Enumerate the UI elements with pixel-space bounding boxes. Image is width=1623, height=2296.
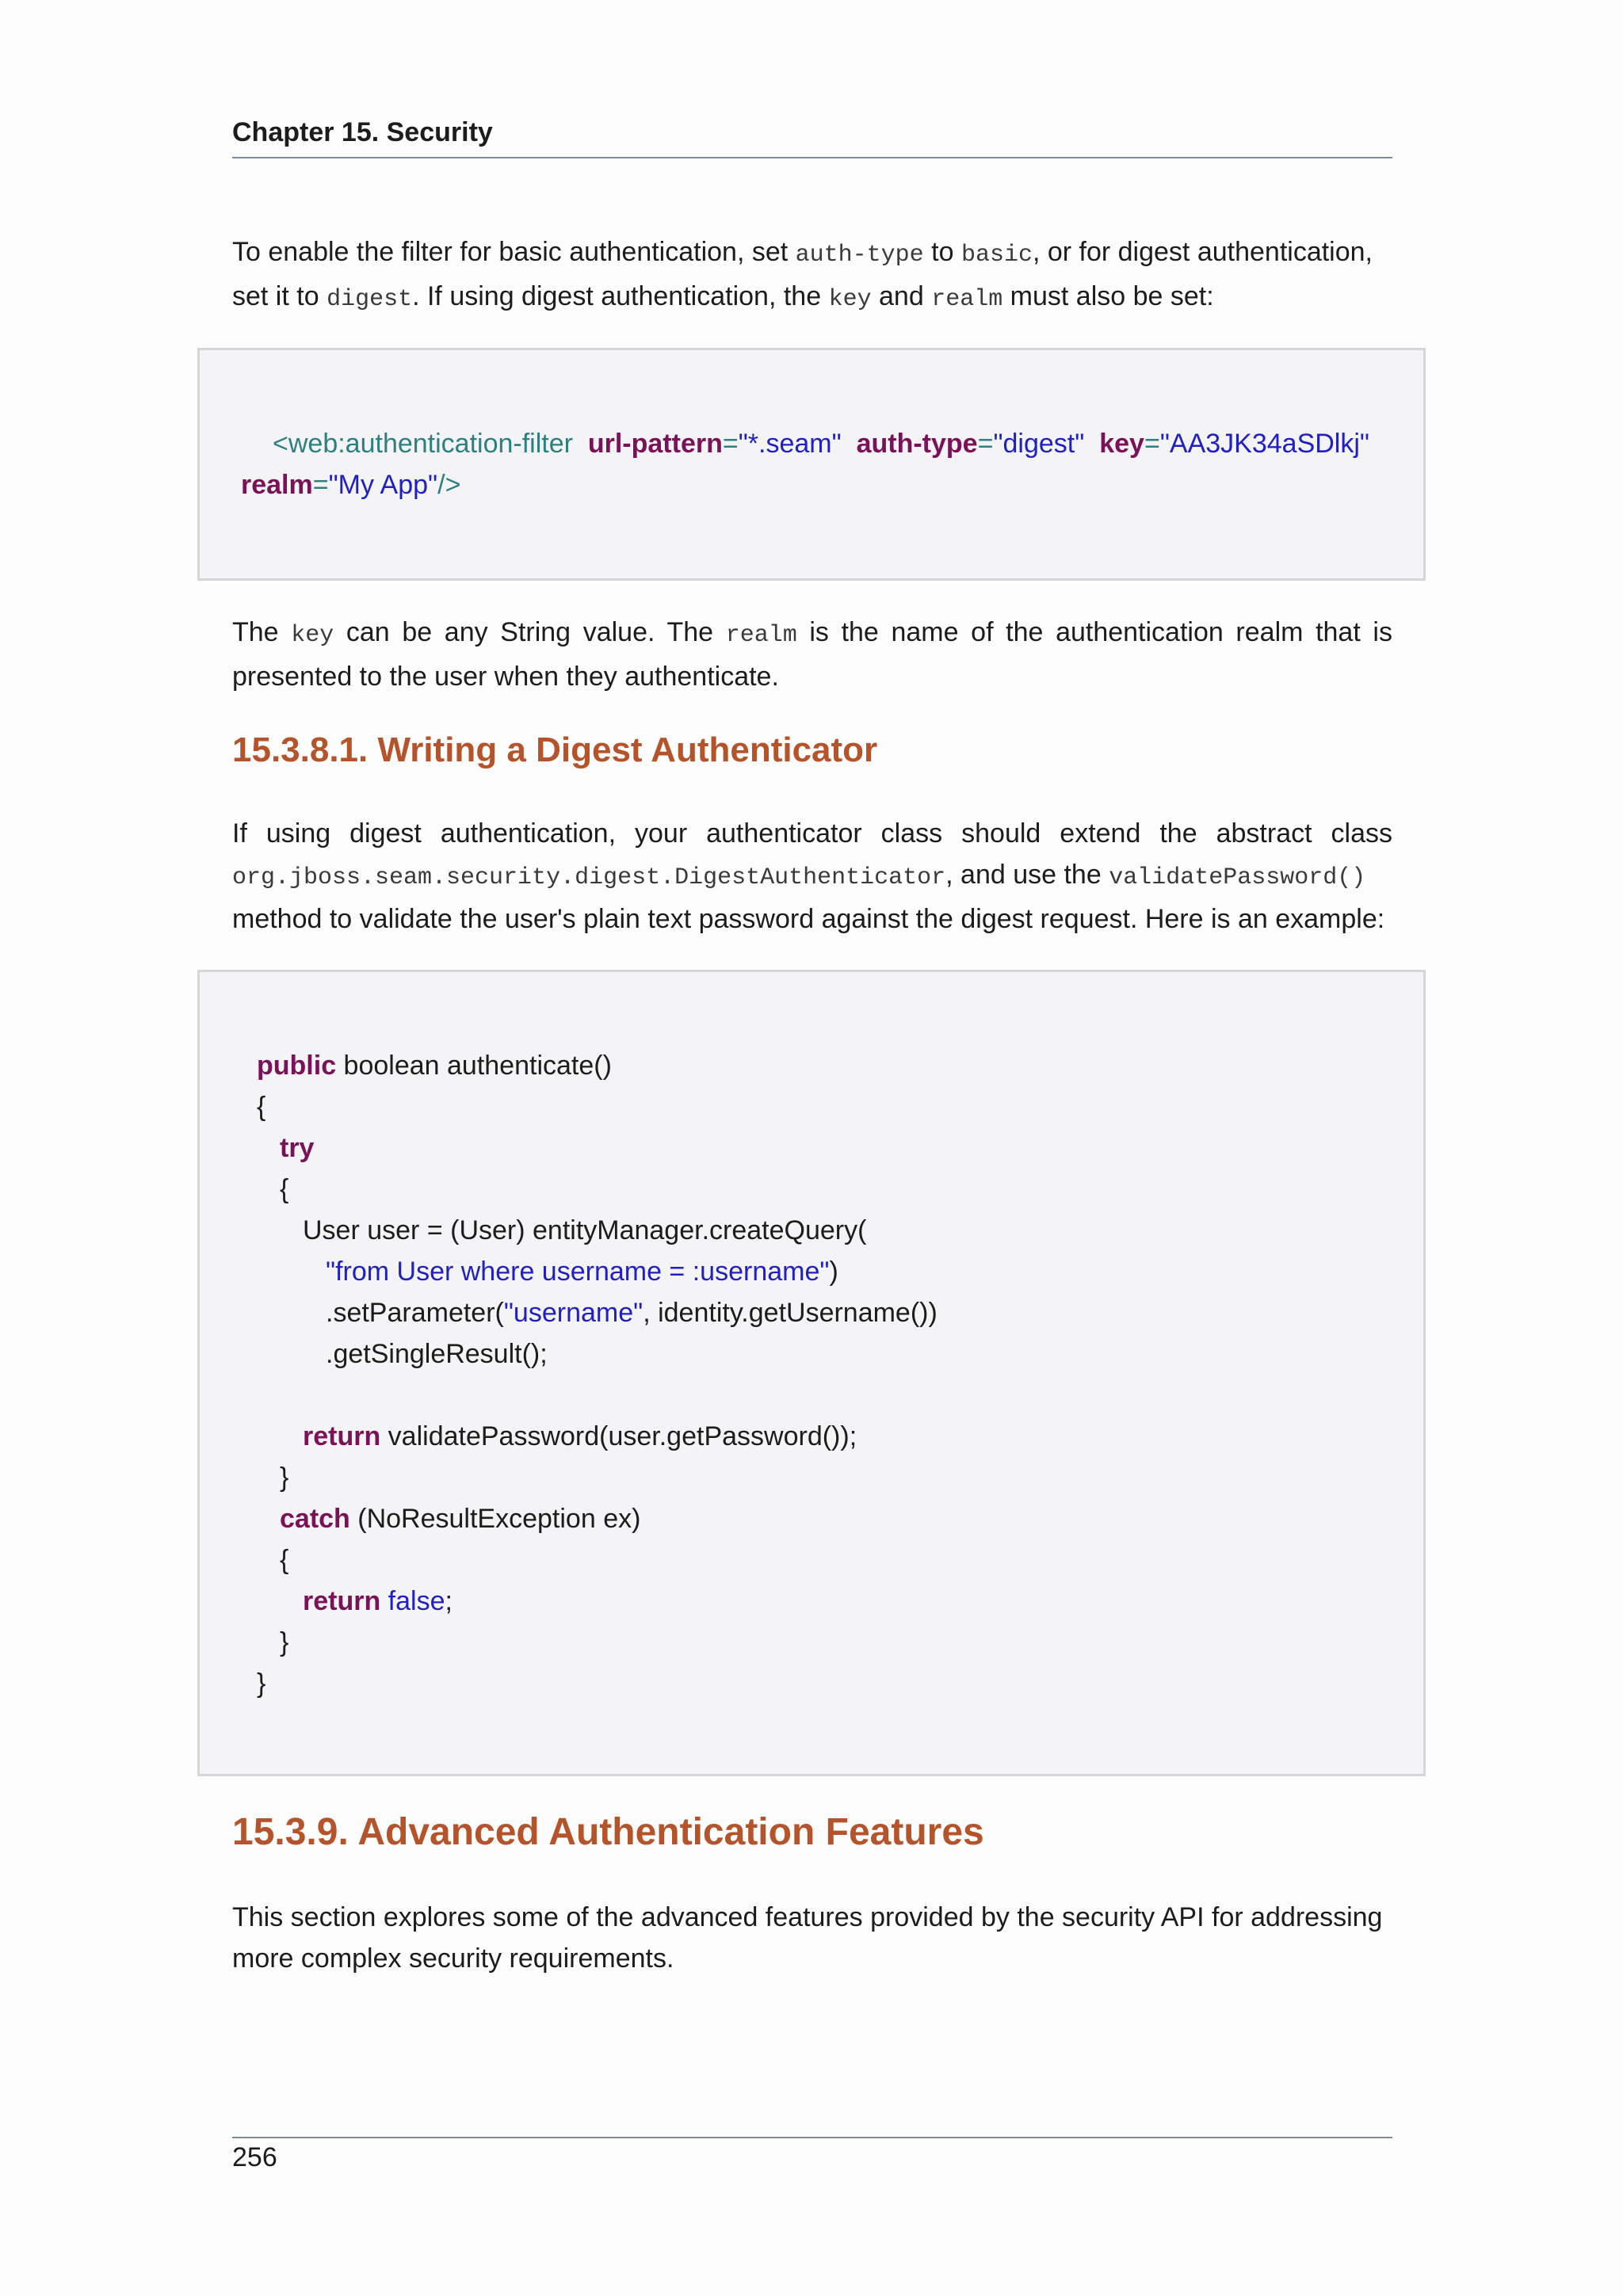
para2-line-2: presented to the user when they authenticate.: [232, 662, 779, 692]
code-line: {: [280, 1545, 289, 1575]
key-realm-paragraph: [232, 612, 1392, 697]
intro-paragraph: [232, 231, 1392, 320]
code-line: "from User where username = :username"): [326, 1257, 838, 1287]
inline-code: key: [291, 622, 334, 649]
inline-code: digest: [327, 286, 413, 313]
header-rule: [232, 157, 1392, 158]
inline-code: validatePassword(): [1109, 864, 1366, 891]
code-line: catch (NoResultException ex): [280, 1504, 641, 1534]
code-line: }: [280, 1463, 289, 1493]
para3-line-1: If using digest authentication, your authenticator class should extend the abstract class: [232, 818, 1392, 849]
code-line: return false;: [303, 1586, 453, 1616]
inline-code: auth-type: [795, 242, 924, 269]
code-line: {: [257, 1092, 266, 1122]
code-line: User user = (User) entityManager.createQuery(: [303, 1215, 867, 1245]
inline-code: basic: [960, 242, 1033, 269]
code-block-filter: [197, 348, 1426, 581]
inline-code: key: [828, 286, 872, 313]
code-line: }: [280, 1627, 289, 1657]
inline-code: realm: [931, 286, 1003, 313]
para2-line-1: The key can be any String value. The realm is the name of the authentication realm that is: [232, 617, 1392, 649]
section-heading: 15.3.9. Advanced Authentication Features: [232, 1811, 984, 1853]
code-line: try: [280, 1133, 315, 1163]
code-line: return validatePassword(user.getPassword());: [303, 1421, 857, 1451]
code-line: .getSingleResult();: [326, 1339, 548, 1369]
intro-line-2: set it to digest. If using digest authentication, the key and realm must also be set:: [232, 281, 1214, 313]
para3-line-3: method to validate the user's plain text password against the digest request. Here is an example:: [232, 904, 1385, 934]
code-line: }: [257, 1669, 266, 1699]
code-line: realm="My App"/>: [241, 470, 461, 500]
intro-line-1: To enable the filter for basic authentication, set auth-type to basic, or for digest authentication,: [232, 237, 1373, 269]
footer-rule: [232, 2137, 1392, 2138]
section-heading: 15.3.8.1. Writing a Digest Authenticator: [232, 730, 878, 769]
code-line: {: [280, 1174, 289, 1204]
para4-line-2: more complex security requirements.: [232, 1943, 674, 1974]
code-line: public boolean authenticate(): [257, 1051, 612, 1081]
page-number: 256: [232, 2142, 277, 2172]
code-block-authenticator: [197, 970, 1426, 1776]
para3-line-2: org.jboss.seam.security.digest.DigestAuthenticator, and use the validatePassword(): [232, 860, 1366, 891]
digest-paragraph: [232, 813, 1392, 940]
para4-line-1: This section explores some of the advanced features provided by the security API for addressing: [232, 1902, 1383, 1932]
code-line: <web:authentication-filter url-pattern="*.seam" auth-type="digest" key="AA3JK34aSDlkj": [273, 429, 1369, 459]
inline-code: org.jboss.seam.security.digest.DigestAuthenticator: [232, 864, 946, 891]
chapter-header: Chapter 15. Security: [232, 117, 493, 147]
inline-code: realm: [725, 622, 797, 649]
advanced-paragraph: [232, 1897, 1392, 1979]
code-line: .setParameter("username", identity.getUsername()): [326, 1298, 938, 1328]
